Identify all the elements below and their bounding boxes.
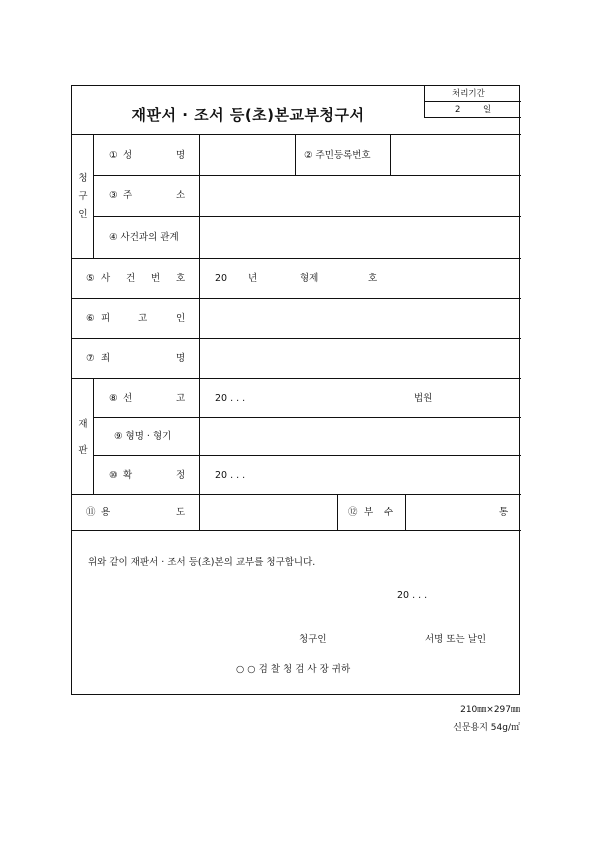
- divider: [72, 530, 521, 531]
- case-number-label-char: 번: [151, 273, 161, 284]
- declaration-date: 20 . . .: [397, 590, 428, 601]
- purpose-label-char: 용: [101, 507, 111, 518]
- crime-field[interactable]: [200, 339, 520, 378]
- trial-group-label: 재 판: [78, 419, 88, 456]
- copies-label-char: 수: [384, 507, 394, 518]
- name-label-char1: 성: [123, 150, 133, 161]
- case-number-field[interactable]: [200, 259, 520, 298]
- case-year-prefix: 20: [215, 273, 228, 284]
- defendant-field[interactable]: [200, 299, 520, 338]
- sentence-type-field[interactable]: [200, 418, 520, 455]
- defendant-label-char: 고: [138, 313, 148, 324]
- relation-label: ④ 사건과의 관계: [109, 232, 179, 243]
- claimant-group-label: 청 구 인: [78, 173, 88, 220]
- address-field[interactable]: [200, 176, 520, 216]
- finalized-date: 20 . . .: [215, 470, 246, 481]
- copies-field[interactable]: [406, 495, 494, 530]
- name-field[interactable]: [200, 135, 294, 175]
- sentence-field[interactable]: [200, 379, 520, 417]
- processing-period-label: 처리기간: [452, 89, 485, 99]
- copies-label-char: 부: [364, 507, 374, 518]
- case-type-text: 형제: [300, 273, 319, 284]
- divider: [337, 494, 338, 530]
- divider: [424, 101, 521, 102]
- crime-label-char: 죄: [101, 353, 111, 364]
- finalized-label-number: ⑩: [109, 470, 118, 481]
- case-year-unit: 년: [248, 273, 258, 284]
- case-number-unit: 호: [368, 273, 378, 284]
- case-number-label-char: 건: [126, 273, 136, 284]
- paper-size: 210㎜×297㎜: [460, 705, 520, 715]
- address-label-char1: 주: [123, 190, 133, 201]
- resident-number-field[interactable]: [391, 135, 520, 175]
- crime-label-number: ⑦: [86, 353, 95, 364]
- processing-period-unit: 일: [483, 105, 492, 115]
- sentence-label-char: 선: [123, 393, 133, 404]
- case-number-label-char: 호: [176, 273, 186, 284]
- sentence-label-char: 고: [176, 393, 186, 404]
- copies-label-number: ⑫: [348, 507, 358, 518]
- sentence-date: 20 . . .: [215, 393, 246, 404]
- processing-period-value: 2: [455, 105, 461, 115]
- divider: [93, 134, 94, 258]
- case-number-label-number: ⑤: [86, 273, 95, 284]
- resident-number-label: ② 주민등록번호: [304, 150, 371, 161]
- defendant-label-char: 피: [101, 313, 111, 324]
- divider: [93, 378, 94, 494]
- name-label-number: ①: [109, 150, 118, 161]
- relation-field[interactable]: [200, 217, 520, 258]
- copies-unit: 통: [499, 507, 509, 518]
- sentence-type-label: ⑨ 형명 · 형기: [114, 431, 172, 442]
- court-label: 법원: [414, 393, 433, 404]
- divider: [424, 86, 425, 118]
- declaration-statement: 위와 같이 재판서 · 조서 등(초)본의 교부를 청구합니다.: [88, 557, 316, 568]
- defendant-label-number: ⑥: [86, 313, 95, 324]
- divider: [295, 134, 296, 175]
- addressee: ○ ○ 검 찰 청 검 사 장 귀하: [236, 664, 351, 675]
- defendant-label-char: 인: [176, 313, 186, 324]
- address-label-char2: 소: [176, 190, 186, 201]
- purpose-field[interactable]: [200, 495, 336, 530]
- request-form: [71, 85, 520, 695]
- address-label-number: ③: [109, 190, 118, 201]
- form-title: 재판서 · 조서 등(초)본교부청구서: [131, 106, 365, 124]
- purpose-label-number: ⑪: [86, 507, 96, 518]
- name-label-char2: 명: [176, 150, 186, 161]
- sentence-label-number: ⑧: [109, 393, 118, 404]
- signature-label: 서명 또는 날인: [425, 634, 487, 645]
- claimant-sign-label: 청구인: [299, 634, 327, 645]
- finalized-field[interactable]: [200, 456, 520, 494]
- finalized-label-char: 정: [176, 470, 186, 481]
- crime-label-char: 명: [176, 353, 186, 364]
- divider: [424, 117, 521, 118]
- paper-type: 신문용지 54g/㎡: [453, 723, 520, 733]
- purpose-label-char: 도: [176, 507, 186, 518]
- finalized-label-char: 확: [123, 470, 133, 481]
- case-number-label-char: 사: [101, 273, 111, 284]
